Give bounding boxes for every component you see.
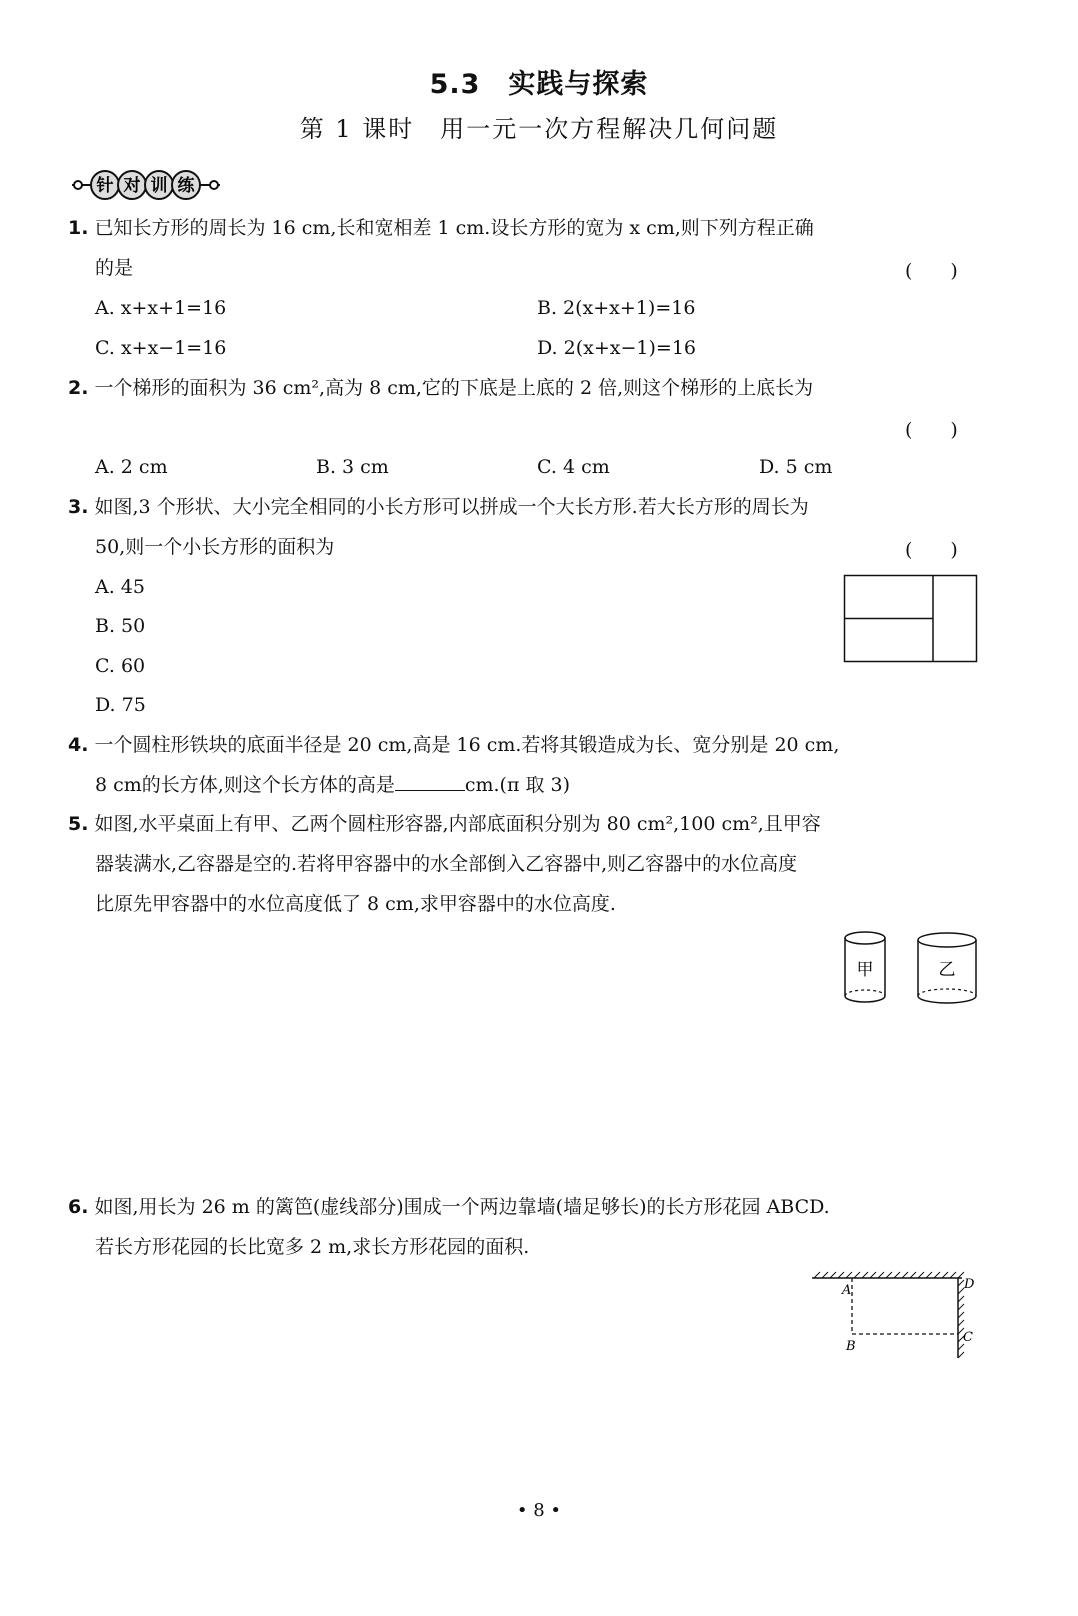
container-jia-label: 甲	[856, 960, 874, 980]
question-1-answer-paren: ( )	[905, 260, 958, 282]
question-2-option-d: D. 5 cm	[759, 456, 833, 478]
question-3-answer-paren: ( )	[905, 539, 958, 561]
question-2-option-b: B. 3 cm	[316, 456, 389, 478]
question-3-option-d: D. 75	[95, 694, 146, 716]
question-2-number: 2.	[68, 377, 89, 399]
question-4-text-line2	[95, 772, 570, 797]
question-1-option-d: D. 2(x+x−1)=16	[537, 337, 697, 359]
question-5-text-line1: 如图,水平桌面上有甲、乙两个圆柱形容器,内部底面积分别为 80 cm²,100 cm²,且甲容	[94, 813, 821, 835]
garden-figure	[806, 1270, 984, 1362]
question-5-number: 5.	[68, 813, 89, 835]
question-4-text-before-blank: 8 cm的长方体,则这个长方体的高是	[95, 774, 395, 796]
question-1-text-line1: 已知长方形的周长为 16 cm,长和宽相差 1 cm.设长方形的宽为 x cm,则下列方程正确	[94, 217, 814, 239]
question-3-number: 3.	[68, 496, 89, 518]
question-3-option-b: B. 50	[95, 615, 146, 637]
badge-char-4: 练	[177, 176, 195, 196]
point-a-label: A	[842, 1283, 852, 1298]
question-3	[68, 495, 809, 519]
question-4-number: 4.	[68, 734, 89, 756]
question-1-option-b: B. 2(x+x+1)=16	[537, 297, 696, 319]
question-3-option-c: C. 60	[95, 655, 146, 677]
question-1-option-a: A. x+x+1=16	[95, 297, 227, 319]
question-6-text-line2: 若长方形花园的长比宽多 2 m,求长方形花园的面积.	[95, 1236, 530, 1258]
question-3-text-line2: 50,则一个小长方形的面积为	[95, 536, 335, 558]
question-2-option-a: A. 2 cm	[95, 456, 168, 478]
container-yi-label: 乙	[938, 960, 956, 980]
container-jia	[845, 932, 885, 1002]
question-5-text-line3: 比原先甲容器中的水位高度低了 8 cm,求甲容器中的水位高度.	[95, 893, 616, 915]
container-yi	[918, 933, 976, 1003]
question-2-option-c: C. 4 cm	[537, 456, 610, 478]
question-2	[68, 376, 813, 400]
containers-figure	[838, 928, 983, 1008]
section-title: 5.3 实践与探索	[429, 69, 649, 100]
question-1-number: 1.	[68, 217, 89, 239]
point-b-label: B	[846, 1339, 856, 1354]
question-3-text-line1: 如图,3 个形状、大小完全相同的小长方形可以拼成一个大长方形.若大长方形的周长为	[94, 496, 809, 518]
question-5-text-line2: 器装满水,乙容器是空的.若将甲容器中的水全部倒入乙容器中,则乙容器中的水位高度	[95, 853, 798, 875]
question-2-answer-paren: ( )	[905, 419, 958, 441]
question-6-text-line1: 如图,用长为 26 m 的篱笆(虚线部分)围成一个两边靠墙(墙足够长)的长方形花园 ABCD.	[94, 1196, 830, 1218]
answer-blank	[395, 772, 465, 791]
question-2-text: 一个梯形的面积为 36 cm²,高为 8 cm,它的下底是上底的 2 倍,则这个梯形的上底长为	[94, 377, 814, 399]
badge-char-3: 训	[150, 176, 168, 196]
question-1	[68, 216, 814, 240]
point-c-label: C	[963, 1330, 973, 1345]
practice-badge	[70, 170, 222, 200]
lesson-title: 第 1 课时 用一元一次方程解决几何问题	[299, 115, 779, 143]
badge-char-2: 对	[123, 176, 141, 196]
question-4-text-line1: 一个圆柱形铁块的底面半径是 20 cm,高是 16 cm.若将其锻造成为长、宽分别是 20 cm,	[94, 734, 840, 756]
question-4	[68, 733, 839, 757]
question-3-option-a: A. 45	[95, 576, 145, 598]
page-number: • 8 •	[516, 1500, 562, 1521]
question-6	[68, 1195, 830, 1219]
question-1-text-line2: 的是	[95, 257, 134, 279]
question-5	[68, 812, 821, 836]
question-6-number: 6.	[68, 1196, 89, 1218]
question-1-option-c: C. x+x−1=16	[95, 337, 227, 359]
badge-char-1: 针	[96, 176, 114, 196]
point-d-label: D	[964, 1277, 975, 1292]
rectangles-figure	[843, 574, 979, 664]
question-4-text-after-blank: cm.(π 取 3)	[464, 774, 571, 796]
